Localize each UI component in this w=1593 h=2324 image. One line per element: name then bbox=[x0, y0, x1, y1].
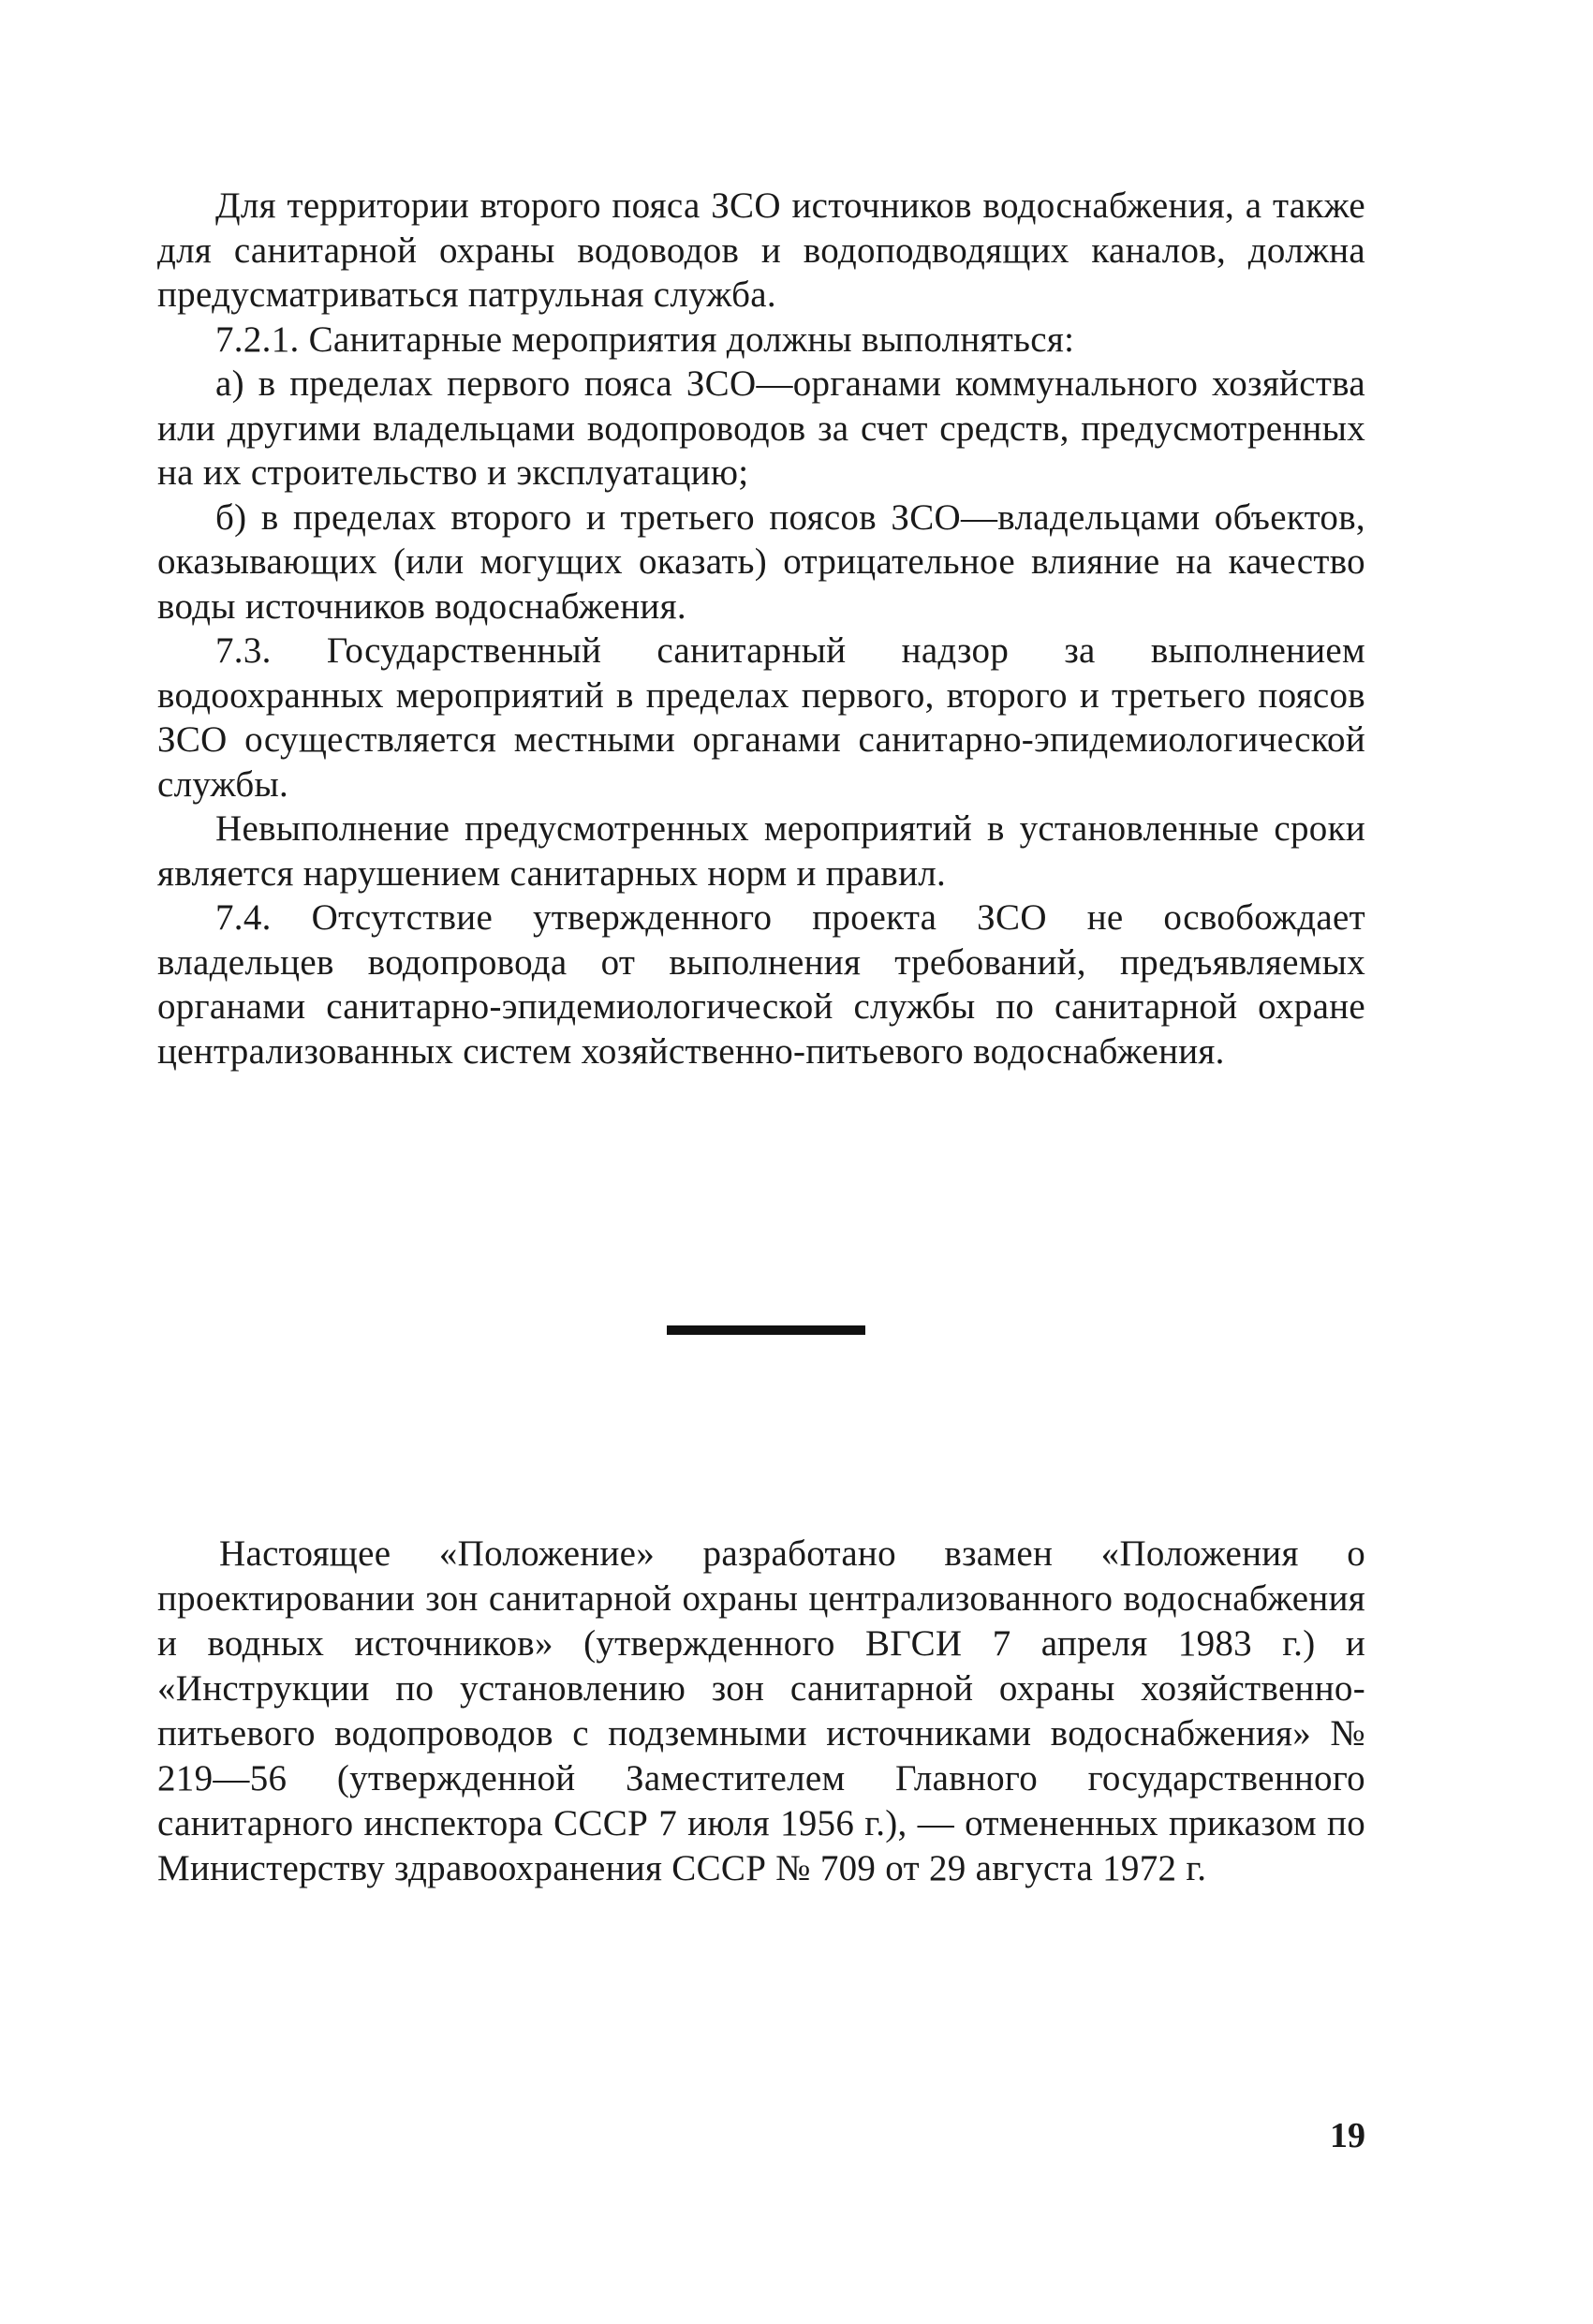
paragraph-patrol-service: Для территории второго пояса ЗСО источников водоснабжения, а также для санитарной охраны водоводов и водоподводящих каналов, должна предусматриваться патрульная служба. bbox=[157, 185, 1365, 315]
paragraph-item-b: б) в пределах второго и третьего поясов ЗСО—владельцами объектов, оказывающих (или могущих оказать) отрицательное влияние на качество воды источников водоснабжения. bbox=[157, 496, 1365, 627]
paragraph-7-3: 7.3. Государственный санитарный надзор за выполнением водоохранных мероприятий в пределах первого, второго и третьего поясов ЗСО осуществляется местными органами санитарно-эпидемиологической службы. bbox=[157, 630, 1365, 805]
paragraph-item-a: а) в пределах первого пояса ЗСО—органами коммунального хозяйства или другими владельцами водопроводов за счет средств, предусмотренных на их строительство и эксплуатацию; bbox=[157, 363, 1365, 493]
section-divider bbox=[667, 1325, 865, 1335]
paragraph-non-compliance: Невыполнение предусмотренных мероприятий в установленные сроки является нарушением санитарных норм и правил. bbox=[157, 808, 1365, 894]
main-text-section bbox=[157, 184, 1365, 1073]
replacement-note bbox=[157, 1532, 1365, 1891]
paragraph-7-2-1: 7.2.1. Санитарные мероприятия должны выполняться: bbox=[215, 318, 1075, 360]
page-number: 19 bbox=[1330, 2116, 1365, 2155]
replacement-note-text: Настоящее «Положение» разработано взамен «Положения о проектировании зон санитарной охраны централизованного водоснабжения и водных источников» (утвержденного ВГСИ 7 апреля 1983 г.) и «Инструкции по установлению зон санитарной охраны хозяйственно-питьевого водопроводов с подземными источниками водоснабжения» № 219—56 (утвержденной Заместителем Главного государственного санитарного инспектора СССР 7 июля 1956 г.), — отмененных приказом по Министерству здравоохранения СССР № 709 от 29 августа 1972 г. bbox=[157, 1533, 1365, 1888]
paragraph-7-4: 7.4. Отсутствие утвержденного проекта ЗСО не освобождает владельцев водопровода от выполнения требований, предъявляемых органами санитарно-эпидемиологической службы по санитарной охране централизованных систем хозяйственно-питьевого водоснабжения. bbox=[157, 897, 1365, 1072]
